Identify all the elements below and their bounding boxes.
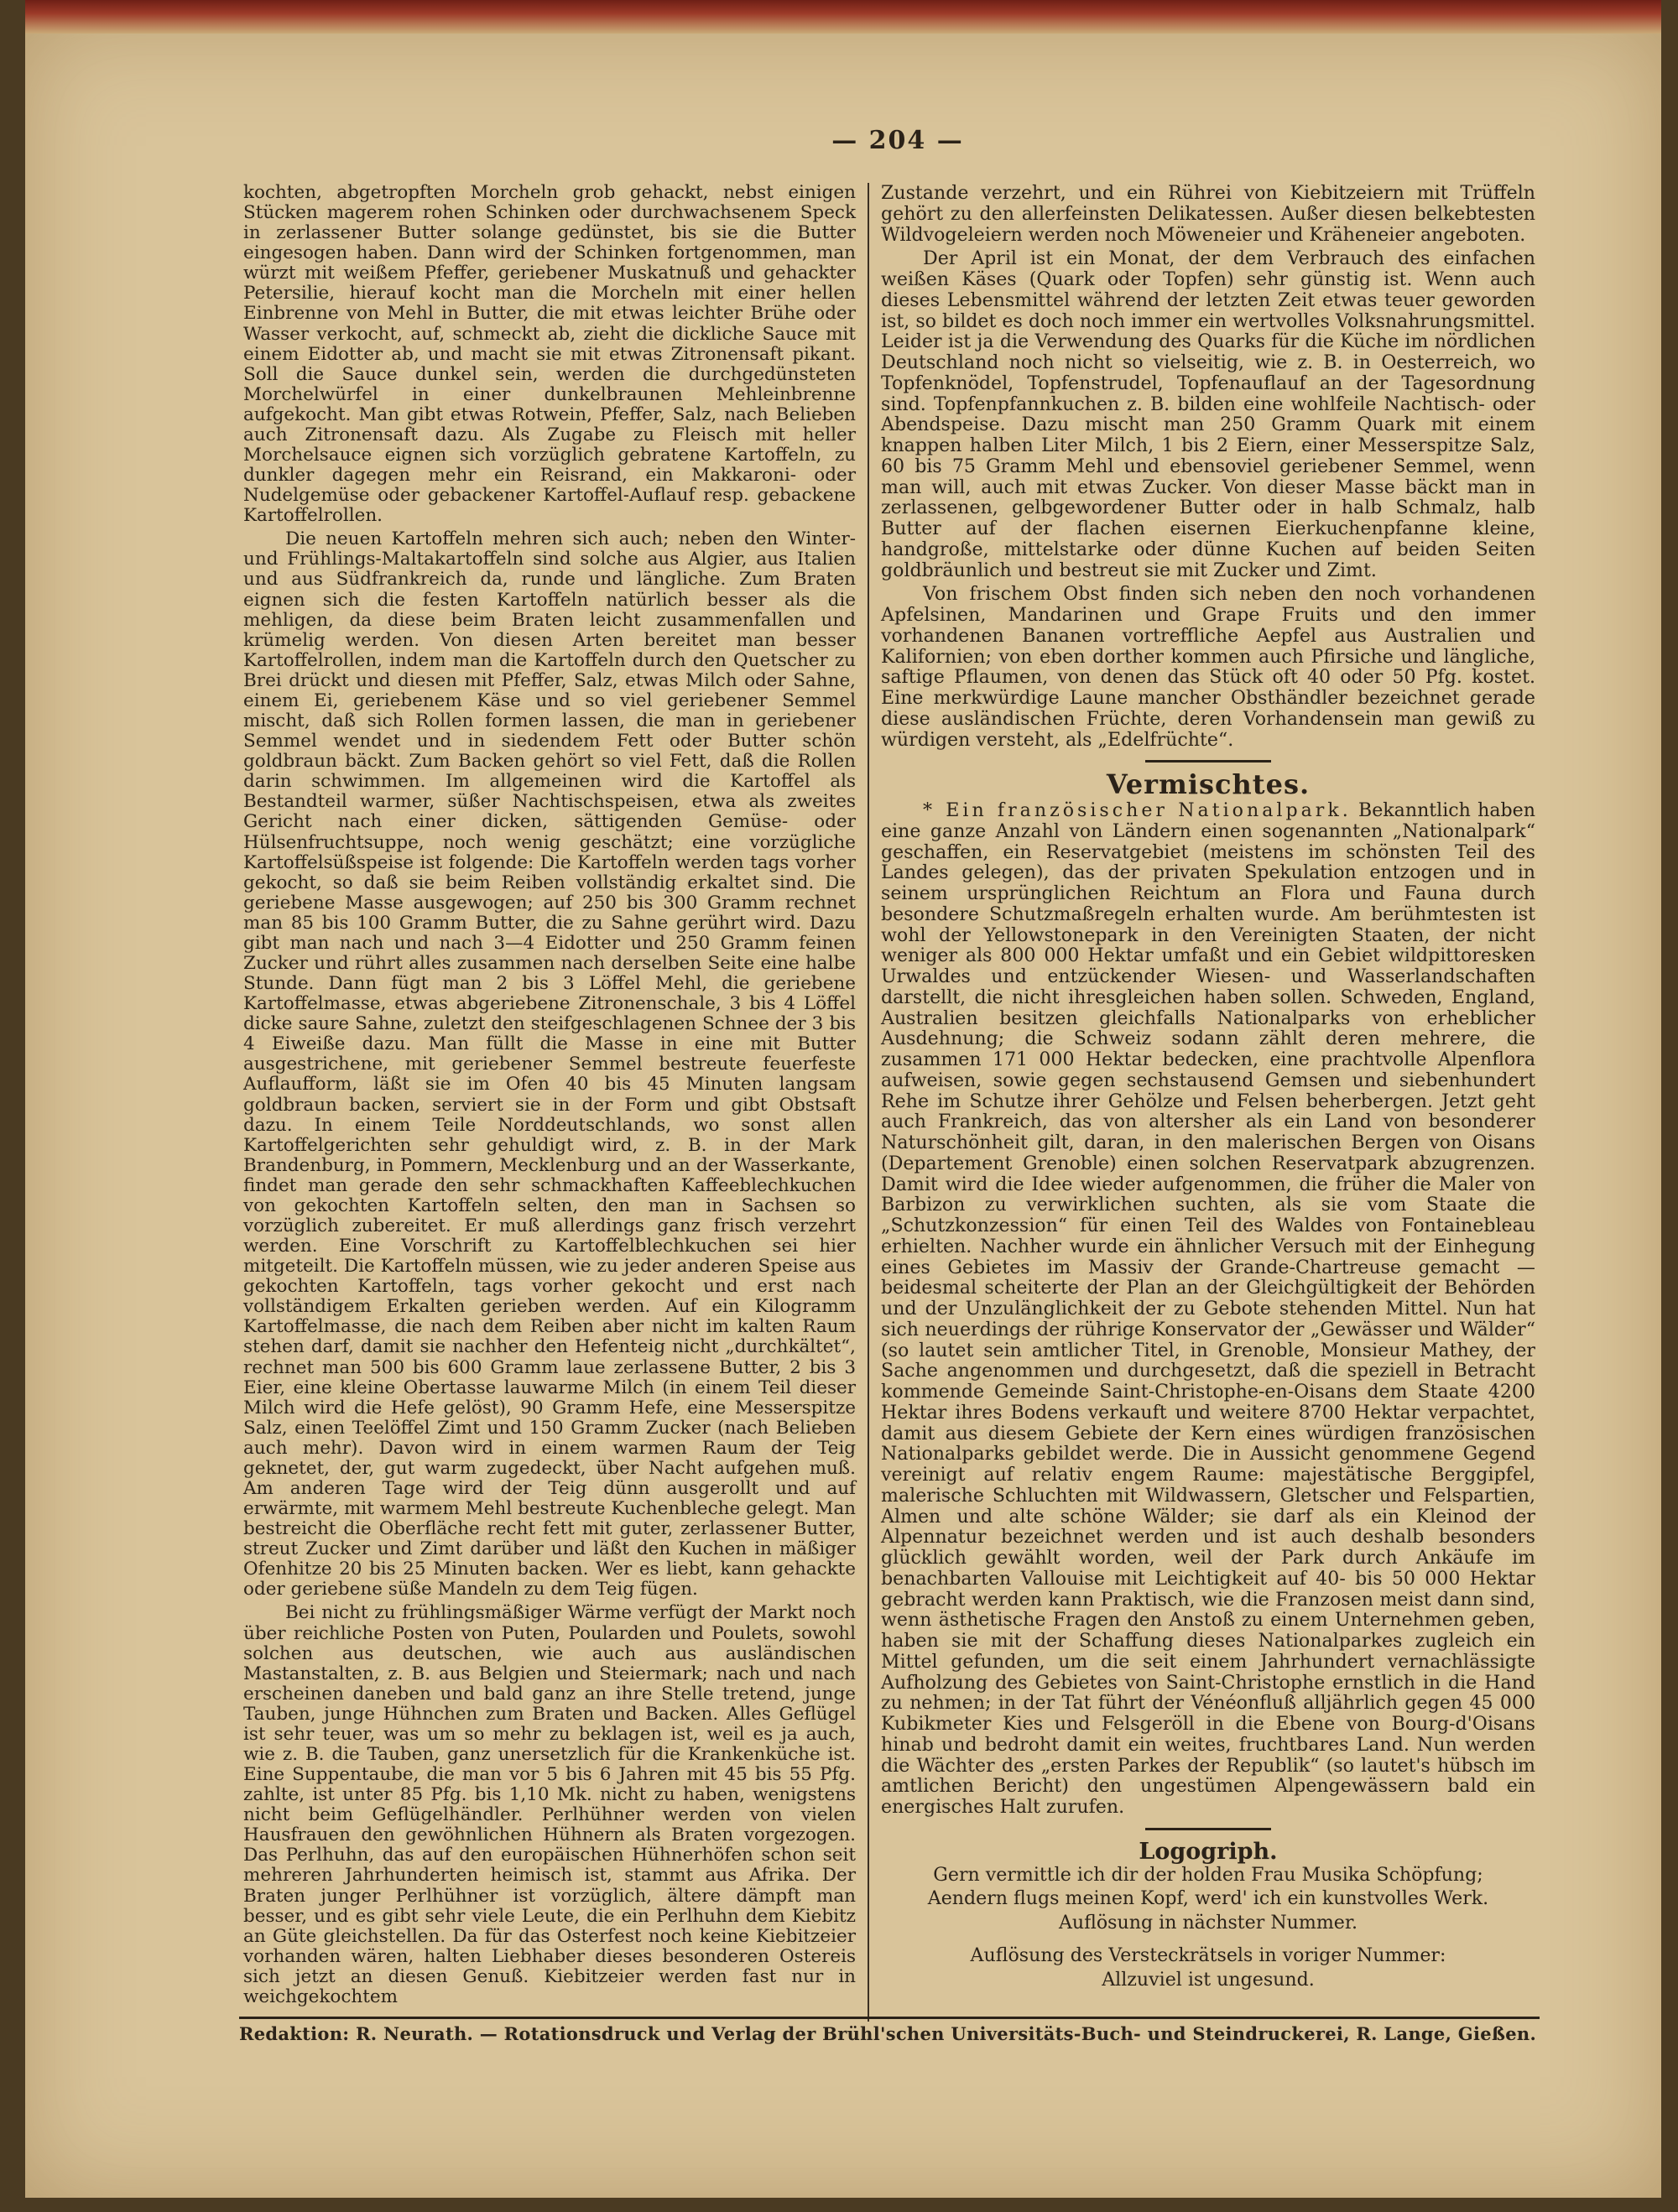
section-rule: [1145, 1828, 1271, 1830]
solution-label: Auflösung des Versteckrätsels in voriger Nummer:: [970, 1944, 1446, 1966]
right-column: [881, 183, 1535, 1993]
logogriph-heading: Logogriph.: [1139, 1838, 1278, 1865]
section-body: [881, 800, 1535, 1818]
section-body-text: Bekanntlich haben eine ganze Anzahl von Ländern einen sogenannten „Nationalpark“ geschaffen, ein Reservatgebiet (meistens im schönsten Teil des Landes gelegen), das der privaten Spekulation entzogen und in seinem ursprünglichen Reichtum an Flora und Fauna durch besondere Schutzmaßregeln erhalten wurde. Am berühmtesten ist wohl der Yellowstonepark in den Vereinigten Staaten, der nicht weniger als 800 000 Hektar umfaßt und ein Gebiet wildpittoresken Urwaldes und entzückender Wiesen- und Wasserlandschaften darstellt, die nicht ihresgleichen haben sollen. Schweden, England, Australien besitzen gleichfalls Nationalparks von erheblicher Ausdehnung; die Schweiz sodann zählt deren mehrere, die zusammen 171 000 Hektar bedecken, eine prachtvolle Alpenflora aufweisen, sowie gegen sechstausend Gemsen und siebenhundert Rehe im Schutze ihrer Gehölze und Felsen beherbergen. Jetzt geht auch Frankreich, das von altersher als ein Land von besonderer Naturschönheit gilt, daran, in den malerischen Bergen von Oisans (Departement Grenoble) einen solchen Reservatpark abzugrenzen. Damit wird die Idee wieder aufgenommen, die früher die Maler von Barbizon zu verwirklichen suchten, als sie vom Staate die „Schutzkonzession“ für einen Teil des Waldes von Fontainebleau erhielten. Nachher wurde ein ähnlicher Versuch mit der Einhegung eines Gebietes im Massiv der Grande-Chartreuse gemacht — beidesmal scheiterte der Plan an der Gleichgültigkeit der Behörden und der Unzulänglichkeit der zu Gebote stehenden Mittel. Nun hat sich neuerdings der rührige Konservator der „Gewässer und Wälder“ (so lautet sein amtlicher Titel, in Grenoble, Monsieur Mathey, der Sache angenommen und durchgesetzt, daß die speziell in Betracht kommende Gemeinde Saint-Christophe-en-Oisans dem Staate 4200 Hektar ihres Bodens verkauft und weitere 8700 Hektar verpachtet, damit aus diesem Gebiete der Kern eines würdigen französischen Nationalparks gebildet werde. Die in Aussicht genommene Gegend vereinigt auf relativ engem Raume: majestätische Berggipfel, malerische Schluchten mit Wildwassern, Gletscher und Felspartien, Almen und alte schöne Wälder; sie darf als ein Kleinod der Alpennatur bezeichnet werden und ist auch deshalb besonders glücklich gewählt worden, weil der Park durch Ankäufe im benachbarten Vallouise mit Leichtigkeit auf 40- bis 50 000 Hektar gebracht werden kann Praktisch, wie die Franzosen meist dann sind, wenn ästhetische Fragen den Anstoß zu einem Unternehmen geben, haben sie mit der Schaffung dieses Nationalparkes zugleich ein Mittel gefunden, um die seit einem Jahrhundert vernachlässigte Aufholzung des Gebietes von Saint-Christophe ernstlich in die Hand zu nehmen; in der Tat führt der Vénéonfluß alljährlich gegen 45 000 Kubikmeter Kies und Felsgeröll in die Ebene von Bourg-d'Oisans hinab und bedroht damit ein weites, fruchtbares Land. Nun werden die Wächter des „ersten Parkes der Republik“ (so lautet's hübsch im amtlichen Bericht) den ungestümen Alpengewässern bald ein energisches Halt zurufen.: [881, 799, 1535, 1818]
footer-rule: [239, 2017, 1540, 2019]
article-paragraph: Der April ist ein Monat, der dem Verbrauch des einfachen weißen Käses (Quark oder Topfen) sehr günstig ist. Wenn auch dieses Lebensmittel während der letzten Zeit etwas teuer geworden ist, so bildet es doch noch immer ein wertvolles Volksnahrungsmittel. Leider ist ja die Verwendung des Quarks für die Küche im nördlichen Deutschland noch nicht so vielseitig, wie z. B. in Oesterreich, wo Topfenknödel, Topfenstrudel, Topfenauflauf an der Tagesordnung sind. Topfenpfannkuchen z. B. bilden eine wohlfeile Nachtisch- oder Abendspeise. Dazu mischt man 250 Gramm Quark mit einem knappen halben Liter Milch, 1 bis 2 Eiern, einer Messerspitze Salz, 60 bis 75 Gramm Mehl und ebensoviel geriebener Semmel, wenn man will, auch mit etwas Zucker. Von dieser Masse bäckt man in zerlassenen, gelbgewordener Butter oder in halb Schmalz, halb Butter auf der flachen eisernen Eierkuchenpfanne kleine, handgroße, mittelstarke oder dünne Kuchen auf beiden Seiten goldbräunlich und bestreut sie mit Zucker und Zimt.: [881, 247, 1535, 581]
logogriph-line: Gern vermittle ich dir der holden Frau Musika Schöpfung;: [933, 1863, 1483, 1886]
article-paragraph: Bei nicht zu frühlingsmäßiger Wärme verfügt der Markt noch über reichliche Posten von Puten, Poularden und Poulets, sowohl solchen aus deutschen, wie auch aus ausländischen Mastanstalten, z. B. aus Belgien und Steiermark; nach und nach erscheinen daneben und bald ganz an ihre Stelle tretend, junge Tauben, junge Hühnchen zum Braten und Backen. Alles Geflügel ist sehr teuer, was um so mehr zu beklagen ist, weil es ja auch, wie z. B. die Tauben, ganz unersetzlich für die Krankenküche ist. Eine Suppentaube, die man vor 5 bis 6 Jahren mit 45 bis 55 Pfg. zahlte, ist unter 85 Pfg. bis 1,10 Mk. nicht zu haben, wenigstens nicht beim Geflügelhändler. Perlhühner werden von vielen Hausfrauen den gewöhnlichen Hühnern als Braten vorgezogen. Das Perlhuhn, das auf den europäischen Hühnerhöfen schon seit mehreren Jahrhunderten heimisch ist, stammt aus Afrika. Der Braten junger Perlhühner ist vorzüglich, ältere dämpft man besser, und es gibt sehr viele Leute, die ein Perlhuhn dem Kiebitz an Güte gleichstellen. Da für das Osterfest noch keine Kiebitzeier vorhanden wären, halten Liebhaber dieses besonderen Ostereis sich jetzt an diesen Genuß. Kiebitzeier werden fast nur in weichgekochtem: [243, 1602, 856, 2007]
solution-text: Allzuviel ist ungesund.: [1102, 1968, 1315, 1991]
section-heading: Vermischtes.: [1106, 768, 1311, 801]
section-rule: [1145, 760, 1271, 762]
section-subtitle: * Ein französischer Nationalpark.: [923, 799, 1352, 821]
column-divider: [868, 183, 869, 2022]
article-paragraph: kochten, abgetropften Morcheln grob gehackt, nebst einigen Stücken magerem rohen Schinken oder durchwachsenem Speck in zerlassener Butter solange gedünstet, bis sie die Butter eingesogen haben. Dann wird der Schinken fortgenommen, man würzt mit weißem Pfeffer, geriebener Muskatnuß und gehackter Petersilie, hierauf kocht man die Morcheln mit einer hellen Einbrenne von Mehl in Butter, die mit etwas leichter Brühe oder Wasser verkocht, auf, schmeckt ab, zieht die dickliche Sauce mit einem Eidotter ab, und macht sie mit etwas Zitronensaft pikant. Soll die Sauce dunkel sein, werden die durchgedünsteten Morchelwürfel in einer dunkelbraunen Mehleinbrenne aufgekocht. Man gibt etwas Rotwein, Pfeffer, Salz, nach Belieben auch Zitronensaft dazu. Als Zugabe zu Fleisch mit heller Morchelsauce eignen sich vorzüglich gebratene Kartoffeln, zu dunkler dagegen mehr ein Reisrand, ein Makkaroni- oder Nudelgemüse oder gebackener Kartoffel-Auflauf resp. gebackene Kartoffelrollen.: [243, 182, 856, 527]
page-top-edge: [25, 0, 1661, 34]
article-paragraph: Von frischem Obst finden sich neben den noch vorhandenen Apfelsinen, Mandarinen und Grape Fruits und den immer vorhandenen Bananen vortreffliche Aepfel aus Australien und Kalifornien; von eben dorther kommen auch Pfirsiche und längliche, saftige Pflaumen, von denen das Stück oft 40 oder 50 Pfg. kostet. Eine merkwürdige Laune mancher Obsthändler bezeichnet gerade diese ausländischen Früchte, deren Vorhandensein man gewiß zu würdigen versteht, als „Edelfrüchte“.: [881, 583, 1535, 751]
left-column: [243, 183, 856, 2011]
article-paragraph: Zustande verzehrt, und ein Rührei von Kiebitzeiern mit Trüffeln gehört zu den allerfeinsten Delikatessen. Außer diesen belkebtesten Wildvogeleiern werden noch Möweneier und Kräheneier angeboten.: [881, 182, 1535, 246]
logogriph-line: Auflösung in nächster Nummer.: [1058, 1912, 1358, 1934]
imprint-footer: Redaktion: R. Neurath. — Rotationsdruck und Verlag der Brühl'schen Universitäts-Buch- und Steindruckerei, R. Lange, Gießen.: [239, 2023, 1537, 2044]
article-paragraph: Die neuen Kartoffeln mehren sich auch; neben den Winter- und Frühlings-Maltakartoffeln sind solche aus Algier, aus Italien und aus Südfrankreich da, runde und längliche. Zum Braten eignen sich die festen Kartoffeln natürlich besser als die mehligen, da diese beim Braten leicht zusammenfallen und krümelig werden. Von diesen Arten bereitet man besser Kartoffelrollen, indem man die Kartoffeln durch den Quetscher zu Brei drückt und diesen mit Pfeffer, Salz, etwas Milch oder Sahne, einem Ei, geriebenem Käse und so viel geriebener Semmel mischt, daß sich Rollen formen lassen, die man in geriebener Semmel wendet und in siedendem Fett oder Butter schön goldbraun bäckt. Zum Backen gehört so viel Fett, daß die Rollen darin schwimmen. Im allgemeinen wird die Kartoffel als Bestandteil warmer, süßer Nachtischspeisen, etwa als zweites Gericht nach einer dicken, sättigenden Gemüse- oder Hülsenfruchtsuppe, noch wenig geschätzt; eine vorzügliche Kartoffelsüßspeise ist folgende: Die Kartoffeln werden tags vorher gekocht, so daß sie beim Reiben vollständig erkaltet sind. Die geriebene Masse ausgewogen; auf 250 bis 300 Gramm rechnet man 85 bis 100 Gramm Butter, die zu Sahne gerührt wird. Dazu gibt man nach und nach 3—4 Eidotter und 250 Gramm feinen Zucker und rührt alles zusammen nach derselben Seite eine halbe Stunde. Dann fügt man 2 bis 3 Löffel Mehl, die geriebene Kartoffelmasse, etwas abgeriebene Zitronenschale, 3 bis 4 Löffel dicke saure Sahne, zuletzt den steifgeschlagenen Schnee der 3 bis 4 Eiweiße dazu. Man füllt die Masse in eine mit Butter ausgestrichene, mit geriebener Semmel bestreute feuerfeste Auflaufform, läßt sie im Ofen 40 bis 45 Minuten langsam goldbraun backen, serviert sie in der Form und gibt Obstsaft dazu. In einem Teile Norddeutschlands, wo sonst allen Kartoffelgerichten sehr gehuldigt wird, z. B. in der Mark Brandenburg, in Pommern, Mecklenburg und an der Wasserkante, findet man gerade den sehr schmackhaften Kaffeeblechkuchen von gekochten Kartoffeln selten, den man in Sachsen so vorzüglich zubereitet. Er muß allerdings ganz frisch verzehrt werden. Eine Vorschrift zu Kartoffelblechkuchen sei hier mitgeteilt. Die Kartoffeln müssen, wie zu jeder anderen Speise aus gekochten Kartoffeln, tags vorher gekocht und erst nach vollständigem Erkalten gerieben werden. Auf ein Kilogramm Kartoffelmasse, die nach dem Reiben aber nicht im kalten Raum stehen darf, damit sie nachher den Hefenteig nicht „durchkältet“, rechnet man 500 bis 600 Gramm laue zerlassene Butter, 2 bis 3 Eier, eine kleine Obertasse lauwarme Milch (in einem Teil dieser Milch wird die Hefe gelöst), 90 Gramm Hefe, eine Messerspitze Salz, einen Teelöffel Zimt und 150 Gramm Zucker (nach Belieben auch mehr). Davon wird in einem warmen Raum der Teig geknetet, der, gut warm zugedeckt, über Nacht aufgehen muß. Am anderen Tage wird der Teig dünn ausgerollt und auf erwärmte, mit warmem Mehl bestreute Kuchenbleche gelegt. Man bestreicht die Oberfläche recht fett mit guter, zerlassener Butter, streut Zucker und Zimt darüber und läßt den Kuchen in mäßiger Ofenhitze 20 bis 25 Minuten backen. Wer es liebt, kann gehackte oder geriebene süße Mandeln zu dem Teig fügen.: [243, 528, 856, 1600]
page-number: — 204 —: [831, 126, 964, 155]
logogriph-line: Aendern flugs meinen Kopf, werd' ich ein kunstvolles Werk.: [927, 1887, 1489, 1910]
